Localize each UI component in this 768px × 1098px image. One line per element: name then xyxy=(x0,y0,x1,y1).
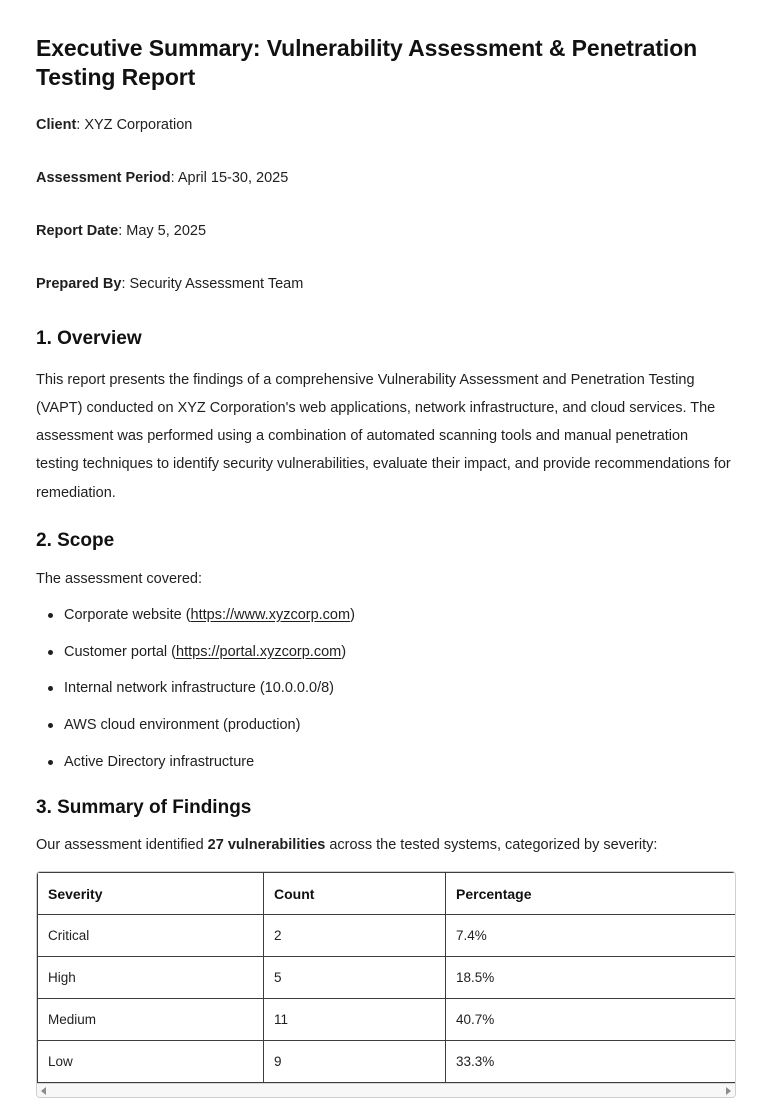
list-item xyxy=(36,642,732,664)
table-cell-severity: High xyxy=(38,957,264,999)
table-cell-severity: Critical xyxy=(38,915,264,957)
list-item-text: Corporate website ( xyxy=(64,606,191,623)
bullet-icon xyxy=(48,686,53,691)
bullet-icon xyxy=(48,723,53,728)
findings-vulnerability-count: 27 vulnerabilities xyxy=(207,837,326,854)
table-row xyxy=(38,915,736,957)
section-heading-scope: 2. Scope xyxy=(36,529,115,551)
metadata-report-date xyxy=(36,221,732,242)
table-column-header-percentage: Percentage xyxy=(446,873,736,915)
list-item xyxy=(36,715,732,737)
table-row xyxy=(38,957,736,999)
page-title: Executive Summary: Vulnerability Assessment & Penetration Testing Report xyxy=(36,35,698,91)
findings-lead-suffix: across the tested systems, categorized by severity: xyxy=(325,837,658,854)
list-item-suffix: ) xyxy=(350,606,355,623)
metadata-prepared-by-value: Security Assessment Team xyxy=(129,275,304,292)
table-cell-count: 11 xyxy=(264,999,446,1041)
list-item-suffix: ) xyxy=(341,643,347,660)
findings-table xyxy=(37,872,735,1083)
findings-table-container xyxy=(36,871,736,1098)
table-cell-count: 2 xyxy=(264,915,446,957)
findings-lead xyxy=(36,834,732,857)
table-horizontal-scrollbar[interactable] xyxy=(37,1083,735,1097)
list-item-text: Customer portal ( xyxy=(64,643,177,660)
metadata-assessment-period xyxy=(36,168,732,189)
section-heading-overview: 1. Overview xyxy=(36,327,142,349)
table-cell-percentage: 7.4% xyxy=(446,915,736,957)
table-cell-percentage: 33.3% xyxy=(446,1041,736,1083)
list-item xyxy=(36,678,732,700)
bullet-icon xyxy=(48,613,53,618)
table-cell-severity: Medium xyxy=(38,999,264,1041)
metadata-prepared-by-label: Prepared By xyxy=(36,275,122,292)
table-column-header-count: Count xyxy=(264,873,446,915)
metadata-client-value: XYZ Corporation xyxy=(84,116,193,133)
overview-paragraph: This report presents the findings of a comprehensive Vulnerability Assessment and Penetration Testing (VAPT) conducted on XYZ Corporation's web applications, network infrastructure, and cloud services. The assessment was performed using a combination of automated scanning tools and manual penetration testing techniques to identify security vulnerabilities, evaluate their impact, and provide recommendations for remediation. xyxy=(36,371,731,501)
findings-lead-prefix: Our assessment identified xyxy=(36,837,208,854)
list-item xyxy=(36,752,732,774)
metadata-assessment-period-label: Assessment Period xyxy=(36,169,171,186)
table-cell-percentage: 40.7% xyxy=(446,999,736,1041)
metadata-assessment-period-separator: : xyxy=(170,169,178,186)
metadata-report-date-value: May 5, 2025 xyxy=(126,222,207,239)
metadata-report-date-label: Report Date xyxy=(36,222,119,239)
table-cell-count: 9 xyxy=(264,1041,446,1083)
bullet-icon xyxy=(48,650,53,655)
table-row xyxy=(38,999,736,1041)
bullet-icon xyxy=(48,760,53,765)
list-item-text: Internal network infrastructure (10.0.0.0/8) xyxy=(64,680,334,697)
table-column-header-severity: Severity xyxy=(38,873,264,915)
table-cell-count: 5 xyxy=(264,957,446,999)
triangle-right-icon[interactable] xyxy=(726,1087,731,1095)
scope-intro: The assessment covered: xyxy=(36,570,203,587)
metadata-client xyxy=(36,115,732,136)
list-item-text: AWS cloud environment (production) xyxy=(64,717,301,734)
list-item xyxy=(36,605,732,627)
table-row xyxy=(38,1041,736,1083)
metadata-client-separator: : xyxy=(76,116,85,133)
section-heading-findings: 3. Summary of Findings xyxy=(36,796,252,818)
findings-table-scroll-area xyxy=(37,872,735,1083)
metadata-report-date-separator: : xyxy=(118,222,127,239)
table-header-row xyxy=(38,873,736,915)
list-item-text: Active Directory infrastructure xyxy=(64,753,255,770)
scope-link-customer-portal[interactable]: https://portal.xyzcorp.com xyxy=(176,643,342,660)
metadata-assessment-period-value: April 15-30, 2025 xyxy=(177,169,289,186)
metadata-client-label: Client xyxy=(36,116,77,133)
triangle-left-icon[interactable] xyxy=(41,1087,46,1095)
scope-link-corporate-website[interactable]: https://www.xyzcorp.com xyxy=(190,606,351,623)
scope-list xyxy=(36,605,732,774)
metadata-prepared-by-separator: : xyxy=(121,275,130,292)
table-cell-percentage: 18.5% xyxy=(446,957,736,999)
table-cell-severity: Low xyxy=(38,1041,264,1083)
metadata-prepared-by xyxy=(36,274,732,295)
